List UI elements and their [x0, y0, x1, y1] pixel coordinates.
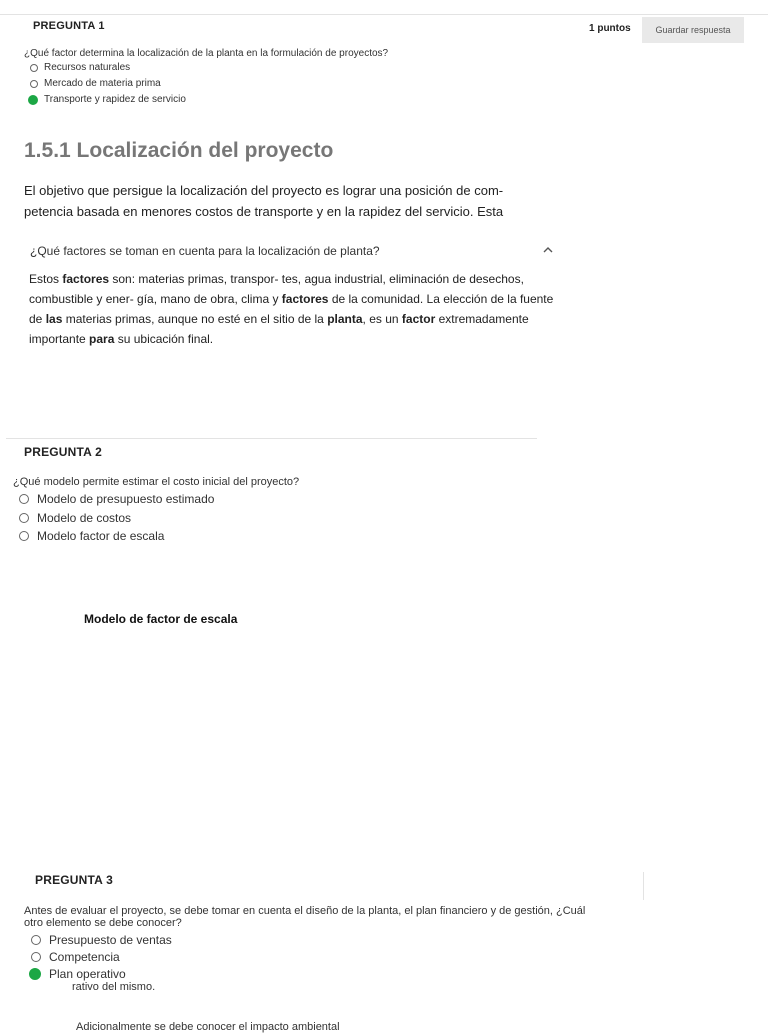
q2-option-3[interactable] — [19, 529, 164, 543]
cut-text-line-1: rativo del mismo. — [72, 981, 156, 993]
chevron-up-icon[interactable] — [541, 243, 555, 257]
q3-option-1[interactable] — [31, 933, 172, 947]
q2-option-label: Modelo factor de escala — [37, 529, 165, 543]
radio-button-selected[interactable] — [29, 968, 41, 980]
q1-question-text: ¿Qué factor determina la localización de la planta en la formulación de proyectos? — [24, 48, 389, 59]
faq-answer-segment: de la comunidad. La elección de la fuente de — [29, 292, 554, 326]
radio-button[interactable] — [19, 531, 29, 541]
faq-answer-segment: para — [89, 332, 115, 346]
q1-option-1[interactable] — [30, 62, 130, 73]
faq-answer — [29, 269, 559, 349]
faq-answer-segment: son: materias primas, transpor- tes, agua industrial, eliminación de desechos, combustible y ener- gía, mano de obra, clima y — [29, 272, 524, 306]
faq-answer-segment: factores — [62, 272, 110, 286]
radio-button[interactable] — [31, 952, 41, 962]
radio-button[interactable] — [30, 80, 38, 88]
radio-button[interactable] — [19, 513, 29, 523]
q1-top-divider — [0, 14, 768, 15]
q1-option-label: Mercado de materia prima — [44, 78, 161, 89]
snippet-paragraph-line-2: petencia basada en menores costos de transporte y en la rapidez del servicio. Esta — [24, 204, 504, 219]
q3-option-label: Plan operativo — [49, 967, 126, 981]
faq-answer-segment: factor — [401, 312, 436, 326]
q2-top-divider — [6, 438, 537, 439]
q3-question-text-line-2: otro elemento se debe conocer? — [24, 917, 182, 929]
snippet-paragraph-line-1: El objetivo que persigue la localización del proyecto es lograr una posición de com- — [24, 183, 504, 198]
radio-button-selected[interactable] — [28, 95, 38, 105]
q3-right-divider — [643, 872, 644, 900]
q2-title: PREGUNTA 2 — [24, 445, 103, 459]
faq-answer-segment: su ubicación final. — [114, 332, 214, 346]
q3-title: PREGUNTA 3 — [35, 873, 114, 887]
faq-answer-segment: , es un — [362, 312, 402, 326]
q1-option-2[interactable] — [30, 78, 161, 89]
radio-button[interactable] — [31, 935, 41, 945]
q1-option-3[interactable] — [28, 94, 186, 105]
q2-option-1[interactable] — [19, 492, 214, 506]
q3-option-3[interactable] — [29, 967, 130, 981]
q2-answer-note: Modelo de factor de escala — [84, 612, 238, 626]
snippet-heading: 1.5.1 Localización del proyecto — [24, 139, 334, 162]
q2-question-text: ¿Qué modelo permite estimar el costo inicial del proyecto? — [13, 476, 300, 488]
q1-title: PREGUNTA 1 — [33, 20, 105, 32]
save-answer-button[interactable]: Guardar respuesta — [642, 17, 744, 43]
faq-answer-segment: planta — [327, 312, 363, 326]
faq-question[interactable]: ¿Qué factores se toman en cuenta para la localización de planta? — [30, 244, 380, 258]
q1-points: 1 puntos — [589, 23, 631, 34]
faq-answer-segment: Estos — [29, 272, 63, 286]
q3-question-text-line-1: Antes de evaluar el proyecto, se debe tomar en cuenta el diseño de la planta, el plan financiero y de gestión, ¿Cuál — [24, 905, 586, 917]
q1-option-label: Recursos naturales — [44, 62, 131, 73]
radio-button[interactable] — [19, 494, 29, 504]
faq-answer-segment: materias primas, aunque no esté en el sitio de la — [62, 312, 328, 326]
q2-option-label: Modelo de costos — [37, 511, 132, 525]
q1-option-label: Transporte y rapidez de servicio — [44, 94, 186, 105]
q2-option-label: Modelo de presupuesto estimado — [37, 492, 215, 506]
faq-answer-segment: factores — [281, 292, 329, 306]
q3-option-label: Competencia — [49, 950, 120, 964]
q2-option-2[interactable] — [19, 511, 131, 525]
q3-option-label: Presupuesto de ventas — [49, 933, 172, 947]
faq-answer-segment: extremadamente importante — [29, 312, 529, 346]
radio-button[interactable] — [30, 64, 38, 72]
faq-answer-segment: las — [45, 312, 63, 326]
q3-option-2[interactable] — [31, 950, 120, 964]
cut-text-line-2: Adicionalmente se debe conocer el impacto ambiental — [76, 1021, 340, 1033]
